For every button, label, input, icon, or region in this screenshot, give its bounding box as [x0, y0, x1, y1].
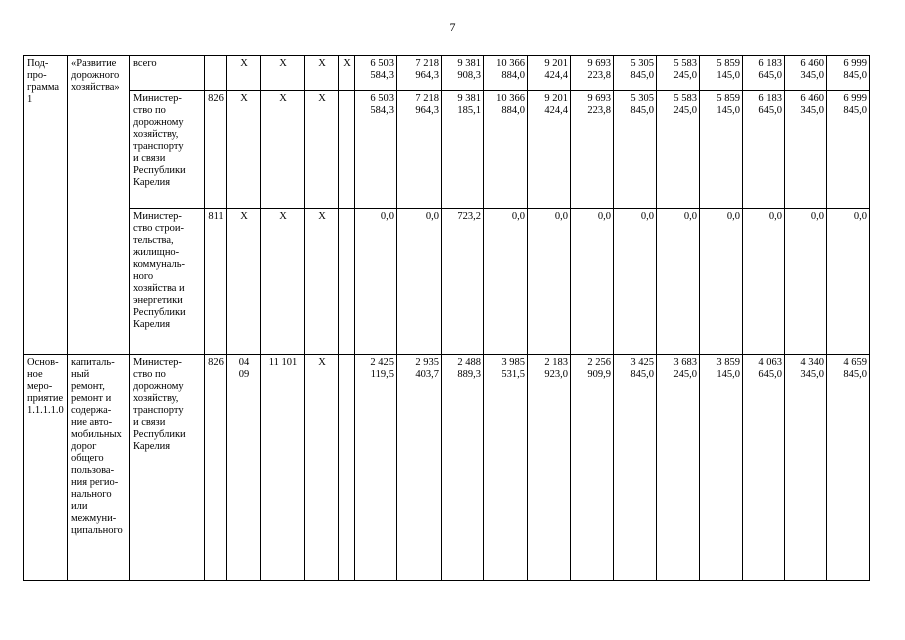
vr-cell: X: [305, 91, 339, 209]
value-cell: 2 425 119,5: [355, 355, 397, 581]
value-cell: 0,0: [614, 209, 657, 355]
value-cell: 3 683 245,0: [657, 355, 700, 581]
value-cell: 4 340 345,0: [785, 355, 827, 581]
vr-cell: X: [305, 56, 339, 91]
value-cell: 9 693 223,8: [571, 56, 614, 91]
value-cell: 2 935 403,7: [397, 355, 442, 581]
executor-cell: всего: [130, 56, 205, 91]
value-cell: 3 985 531,5: [484, 355, 528, 581]
value-cell: 0,0: [484, 209, 528, 355]
value-cell: 9 381 185,1: [442, 91, 484, 209]
executor-cell: Министер- ство строи- тельства, жилищно- коммуналь- ного хозяйства и энергетики Республики Карелия: [130, 209, 205, 355]
vr-cell: X: [305, 355, 339, 581]
value-cell: 10 366 884,0: [484, 56, 528, 91]
value-cell: 9 381 908,3: [442, 56, 484, 91]
rzpr-cell: 04 09: [227, 355, 261, 581]
value-cell: 9 201 424,4: [528, 91, 571, 209]
table-row: [24, 91, 870, 209]
value-cell: 0,0: [743, 209, 785, 355]
value-cell: 0,0: [528, 209, 571, 355]
value-cell: 0,0: [355, 209, 397, 355]
value-cell: 6 503 584,3: [355, 91, 397, 209]
value-cell: 2 488 889,3: [442, 355, 484, 581]
grbs-cell: [205, 56, 227, 91]
table-row: [24, 209, 870, 355]
value-cell: 6 460 345,0: [785, 56, 827, 91]
value-cell: 2 183 923,0: [528, 355, 571, 581]
rzpr-cell: X: [227, 91, 261, 209]
value-cell: 6 503 584,3: [355, 56, 397, 91]
rzpr-cell: X: [227, 56, 261, 91]
value-cell: 5 583 245,0: [657, 91, 700, 209]
value-cell: 6 999 845,0: [827, 56, 870, 91]
value-cell: 6 183 645,0: [743, 91, 785, 209]
value-cell: 3 859 145,0: [700, 355, 743, 581]
value-cell: 0,0: [827, 209, 870, 355]
csr-cell: 11 101: [261, 355, 305, 581]
value-cell: 9 693 223,8: [571, 91, 614, 209]
value-cell: 4 063 645,0: [743, 355, 785, 581]
value-cell: 5 583 245,0: [657, 56, 700, 91]
rzpr-cell: X: [227, 209, 261, 355]
value-cell: 723,2: [442, 209, 484, 355]
value-cell: 3 425 845,0: [614, 355, 657, 581]
value-cell: 5 859 145,0: [700, 91, 743, 209]
value-cell: 5 859 145,0: [700, 56, 743, 91]
value-cell: 5 305 845,0: [614, 91, 657, 209]
ex-cell: [339, 91, 355, 209]
value-cell: 9 201 424,4: [528, 56, 571, 91]
grbs-cell: 826: [205, 355, 227, 581]
program-name-cell: «Развитие дорожного хозяйства»: [68, 56, 130, 355]
value-cell: 0,0: [397, 209, 442, 355]
value-cell: 6 999 845,0: [827, 91, 870, 209]
status-cell: Под- про- грамма 1: [24, 56, 68, 355]
ex-cell: [339, 209, 355, 355]
grbs-cell: 826: [205, 91, 227, 209]
executor-cell: Министер- ство по дорожному хозяйству, транспорту и связи Республики Карелия: [130, 355, 205, 581]
value-cell: 5 305 845,0: [614, 56, 657, 91]
ex-cell: X: [339, 56, 355, 91]
budget-table: [23, 55, 870, 581]
value-cell: 7 218 964,3: [397, 91, 442, 209]
table-row: [24, 355, 870, 581]
value-cell: 0,0: [571, 209, 614, 355]
value-cell: 0,0: [700, 209, 743, 355]
vr-cell: X: [305, 209, 339, 355]
page-number: 7: [449, 20, 456, 34]
value-cell: 7 218 964,3: [397, 56, 442, 91]
csr-cell: X: [261, 91, 305, 209]
value-cell: 6 183 645,0: [743, 56, 785, 91]
value-cell: 0,0: [785, 209, 827, 355]
executor-cell: Министер- ство по дорожному хозяйству, транспорту и связи Республики Карелия: [130, 91, 205, 209]
status-cell: Основ- ное меро- приятие 1.1.1.1.0: [24, 355, 68, 581]
table-row: [24, 56, 870, 91]
ex-cell: [339, 355, 355, 581]
value-cell: 10 366 884,0: [484, 91, 528, 209]
csr-cell: X: [261, 56, 305, 91]
value-cell: 0,0: [657, 209, 700, 355]
csr-cell: X: [261, 209, 305, 355]
grbs-cell: 811: [205, 209, 227, 355]
program-name-cell: капиталь- ный ремонт, ремонт и содержа- ние авто- мобильных дорог общего пользова- ния регио- нального или межмуни- ципального: [68, 355, 130, 581]
value-cell: 6 460 345,0: [785, 91, 827, 209]
value-cell: 2 256 909,9: [571, 355, 614, 581]
value-cell: 4 659 845,0: [827, 355, 870, 581]
